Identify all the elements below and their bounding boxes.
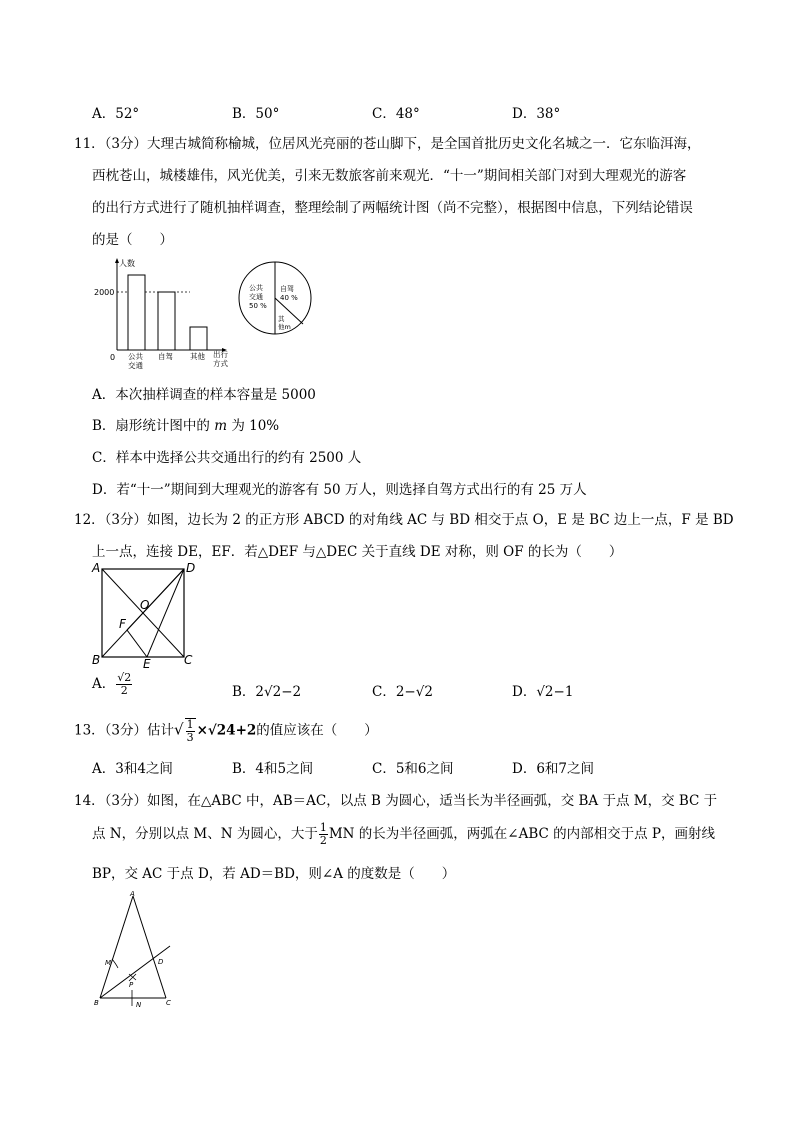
q11-option-c: C．样本中选择公共交通出行的约有 2500 人 [92, 450, 362, 466]
label-o: O [140, 598, 150, 612]
bar-cat1-line2: 交通 [128, 361, 143, 370]
tri-label-a: A [130, 890, 135, 898]
tri-label-p: P [129, 981, 134, 989]
pie-right-line2: 40 % [280, 294, 298, 302]
q11-number: 11．（3分） [74, 136, 148, 152]
q12-option-b: B．2√2−2 [232, 684, 302, 700]
q11-option-a: A．本次抽样调查的样本容量是 5000 [92, 387, 316, 403]
segment-ef [127, 630, 147, 657]
bar-other [190, 327, 207, 350]
q12-option-a [92, 672, 133, 697]
label-c: C [184, 653, 193, 667]
bar-chart-origin: 0 [110, 353, 116, 362]
q14-line-2 [92, 822, 715, 847]
q11-line-3: 的出行方式进行了随机抽样调查，整理绘制了两幅统计图（尚不完整），根据图中信息，下列结论错误 [92, 200, 693, 216]
q13-num: 1 [186, 718, 194, 731]
q11-line-4: 的是（ ） [92, 232, 173, 248]
q14-line2-suffix: MN 的长为半径画弧，两弧在∠ABC 的内部相交于点 P，画射线 [328, 826, 715, 842]
q12-option-a-fraction [116, 672, 132, 697]
pie-left-line1: 公共 [249, 284, 263, 292]
tri-label-d: D [158, 958, 164, 966]
q12-line-1 [74, 508, 734, 528]
q14-frac-den: 2 [319, 834, 327, 847]
q11-option-d: D．若“十一”期间到大理观光的游客有 50 万人，则选择自驾方式出行的有 25 万人 [92, 482, 587, 498]
q10-option-a: A．52° [92, 106, 140, 122]
tri-label-m: M [105, 959, 112, 967]
q14-line2-prefix: 点 N，分别以点 M、N 为圆心，大于 [92, 826, 318, 842]
bar-cat2-label: 自驾 [158, 352, 173, 361]
q11-option-b-suffix: 为 10% [227, 418, 280, 434]
q11-line-2: 西枕苍山，城楼雄伟，风光优美，引来无数旅客前来观光．“十一”期间相关部门对到大理观光的游客 [92, 168, 687, 184]
q11-pie-chart [236, 258, 316, 340]
q14-triangle-diagram [88, 888, 188, 1013]
bar-xlabel-line2: 方式 [213, 359, 228, 368]
segment-fd [127, 569, 184, 630]
q12-text-1: 如图，边长为 2 的正方形 ABCD 的对角线 AC 与 BD 相交于点 O，E 是 BC 边上一点，F 是 BD [147, 512, 734, 528]
q14-text-1: 如图，在△ABC 中，AB＝AC，以点 B 为圆心，适当长为半径画弧，交 BA 于点 M，交 BC 于 [147, 793, 718, 809]
q12-option-d: D．√2−1 [512, 684, 574, 700]
q12-option-a-num: √2 [117, 671, 132, 684]
q13-number: 13．（3分） [74, 722, 148, 739]
q11-option-b-prefix: B．扇形统计图中的 [92, 418, 215, 434]
label-b: B [92, 653, 101, 667]
q13-suffix: 的值应该在（ ） [256, 722, 378, 739]
q14-fraction [319, 822, 328, 847]
bar-xlabel-line1: 出行 [213, 350, 228, 359]
q13-fraction [185, 718, 196, 744]
label-f: F [119, 617, 126, 631]
q13-expr-rest: ×√24+2 [196, 722, 257, 739]
side-ac [133, 896, 166, 998]
bar-chart-ylabel: 人数 [119, 259, 135, 268]
q10-option-c: C．48° [372, 106, 420, 122]
bar-public-transport [128, 275, 145, 350]
q13-option-a: A．3和4之间 [92, 761, 173, 777]
q14-frac-num: 1 [319, 821, 327, 834]
q13-option-c: C．5和6之间 [372, 761, 454, 777]
label-d: D [186, 561, 196, 575]
q11-option-b-var: m [214, 418, 228, 434]
q13-den: 3 [186, 731, 194, 744]
q12-square-diagram [88, 560, 208, 670]
bar-self-drive [158, 292, 175, 350]
segment-de [147, 569, 184, 657]
pie-other-line1: 其 [278, 315, 285, 323]
arc-m [112, 959, 118, 968]
q14-number: 14．（3分） [74, 793, 148, 809]
q13-option-b: B．4和5之间 [232, 761, 314, 777]
q12-option-c: C．2−√2 [372, 684, 433, 700]
q12-line-2: 上一点，连接 DE，EF．若△DEF 与△DEC 关于直线 DE 对称，则 OF 的长为（ ） [92, 544, 623, 560]
q13-prefix: 估计 [147, 722, 175, 739]
pie-left-line2: 交通 [249, 293, 263, 301]
bar-chart-y-tick: 2000 [94, 288, 115, 297]
ray-bp [100, 946, 170, 998]
q12-option-a-prefix: A． [92, 676, 116, 692]
q14-line-3: BP，交 AC 于点 D，若 AD＝BD，则∠A 的度数是（ ） [92, 866, 456, 882]
label-e: E [143, 657, 151, 670]
q11-line-1 [74, 132, 701, 152]
bar-cat1-line1: 公共 [128, 352, 143, 361]
q12-option-a-den: 2 [120, 684, 128, 697]
q13-line: 13．（3分）估计√ $\frac{1}{3}$ ×√24+2的值应该在（ ） [74, 718, 378, 744]
q12-number: 12．（3分） [74, 512, 148, 528]
q13-option-d: D．6和7之间 [512, 761, 595, 777]
q11-option-b [92, 414, 279, 434]
q11-bar-chart [90, 254, 240, 370]
pie-other-line2: 他m [278, 323, 291, 331]
tri-label-n: N [136, 1001, 142, 1009]
bar-cat3-label: 其他 [190, 352, 205, 361]
tri-label-b: B [94, 999, 99, 1007]
pie-left-line3: 50 % [249, 302, 267, 310]
label-a: A [92, 561, 101, 575]
q10-option-b: B．50° [232, 106, 280, 122]
tri-label-c: C [166, 999, 171, 1007]
q10-option-d: D．38° [512, 106, 561, 122]
q14-line-1 [74, 789, 717, 809]
q11-text-1: 大理古城简称榆城，位居风光亮丽的苍山脚下，是全国首批历史文化名城之一．它东临洱海， [147, 136, 701, 152]
pie-right-line1: 自驾 [280, 285, 294, 293]
